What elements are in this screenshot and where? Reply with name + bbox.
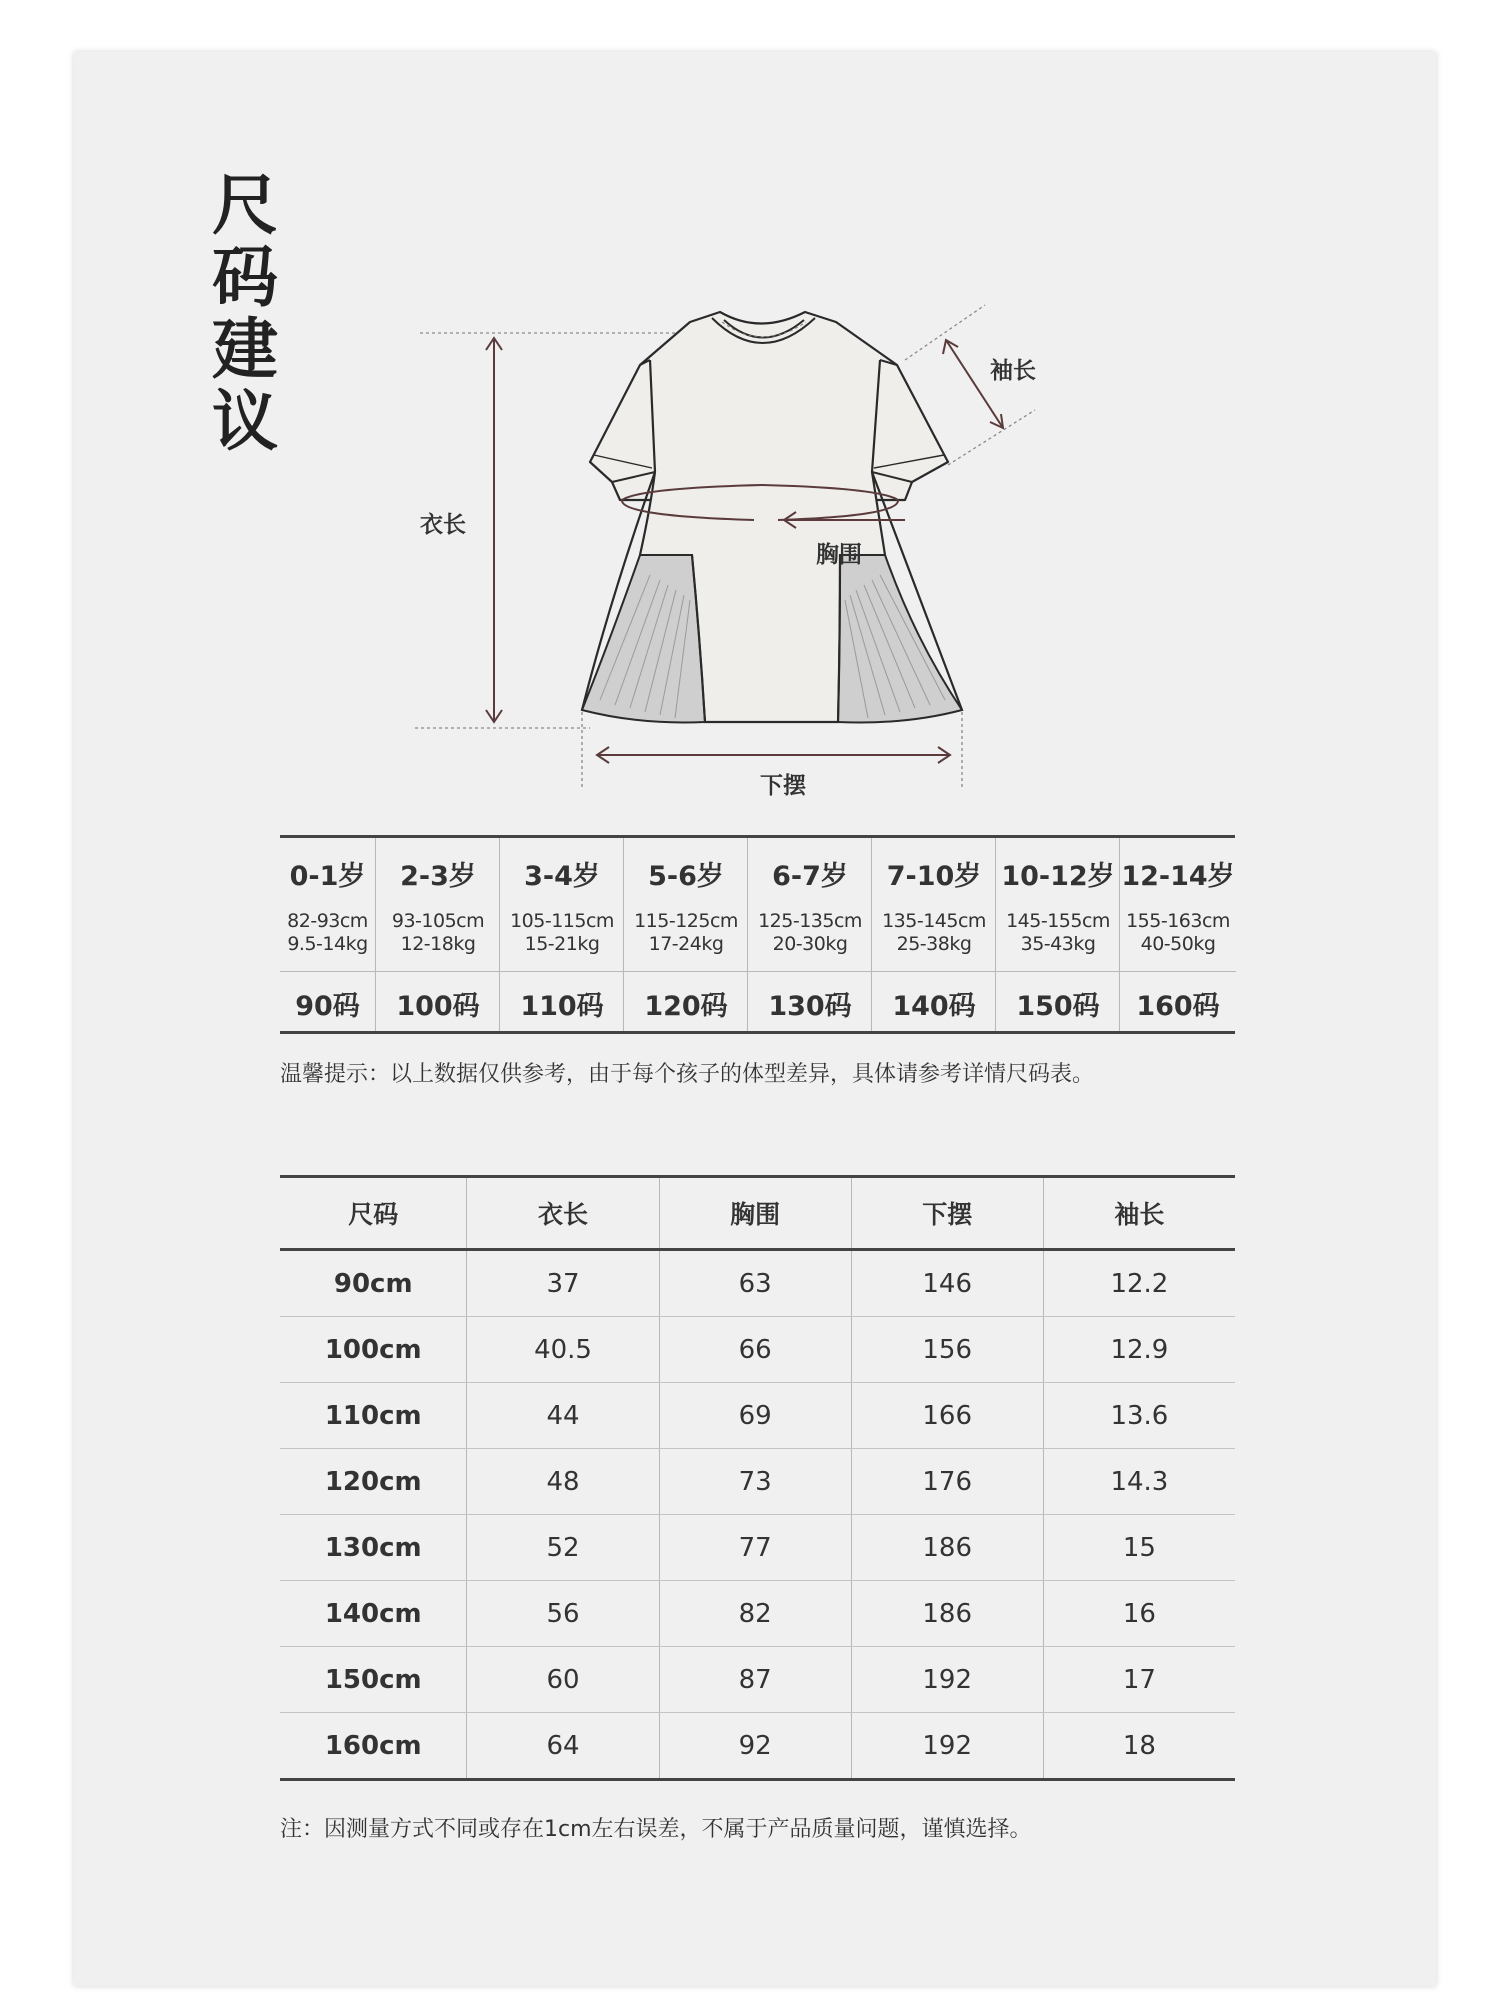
row-divider xyxy=(748,971,872,972)
length-cell: 40.5 xyxy=(467,1317,659,1383)
hem-cell: 146 xyxy=(851,1250,1043,1317)
footnote-text: 注：因测量方式不同或存在1cm左右误差，不属于产品质量问题，谨慎选择。 xyxy=(280,1817,1032,1842)
size-cell: 120cm xyxy=(280,1449,467,1515)
chest-cell: 82 xyxy=(659,1581,851,1647)
age-range: 12-14岁 xyxy=(1121,861,1235,892)
size-cell: 140cm xyxy=(280,1581,467,1647)
hem-cell: 192 xyxy=(851,1713,1043,1780)
length-cell: 52 xyxy=(467,1515,659,1581)
sleeve-cell: 17 xyxy=(1043,1647,1235,1713)
title-char: 议 xyxy=(212,383,278,460)
height-range: 82-93cm xyxy=(287,910,368,932)
size-code: 130码 xyxy=(768,991,852,1022)
length-cell: 44 xyxy=(467,1383,659,1449)
height-range: 135-145cm xyxy=(882,910,986,932)
measurement-table xyxy=(280,1175,1235,1781)
sleeve-cell: 12.9 xyxy=(1043,1317,1235,1383)
sleeve-cell: 13.6 xyxy=(1043,1383,1235,1449)
size-code: 160码 xyxy=(1136,991,1220,1022)
height-range: 105-115cm xyxy=(510,910,614,932)
length-label: 衣长 xyxy=(420,512,466,538)
tip-text: 温馨提示：以上数据仅供参考，由于每个孩子的体型差异，具体请参考详情尺码表。 xyxy=(280,1062,1095,1087)
age-range: 5-6岁 xyxy=(648,861,724,892)
table-row xyxy=(280,1383,1235,1449)
chest-label: 胸围 xyxy=(816,542,862,568)
size-cell: 130cm xyxy=(280,1515,467,1581)
height-range: 155-163cm xyxy=(1126,910,1230,932)
table-row xyxy=(280,1317,1235,1383)
table-row xyxy=(280,1250,1235,1317)
size-suggestion-column xyxy=(1119,838,1236,1031)
size-suggestion-column xyxy=(499,838,624,1031)
sleeve-cell: 15 xyxy=(1043,1515,1235,1581)
table-header-row xyxy=(280,1177,1235,1250)
size-suggestion-column xyxy=(747,838,872,1031)
size-suggestion-table xyxy=(280,835,1235,1034)
row-divider xyxy=(872,971,996,972)
column-header: 尺码 xyxy=(280,1177,467,1250)
column-header: 下摆 xyxy=(851,1177,1043,1250)
sleeve-cell: 14.3 xyxy=(1043,1449,1235,1515)
length-cell: 48 xyxy=(467,1449,659,1515)
table-row xyxy=(280,1449,1235,1515)
size-code: 100码 xyxy=(396,991,480,1022)
age-range: 7-10岁 xyxy=(886,861,982,892)
sleeve-cell: 16 xyxy=(1043,1581,1235,1647)
age-range: 3-4岁 xyxy=(524,861,600,892)
weight-range: 35-43kg xyxy=(1020,933,1096,955)
column-header: 衣长 xyxy=(467,1177,659,1250)
age-range: 6-7岁 xyxy=(772,861,848,892)
weight-range: 17-24kg xyxy=(648,933,724,955)
hem-cell: 166 xyxy=(851,1383,1043,1449)
table-row xyxy=(280,1515,1235,1581)
size-cell: 90cm xyxy=(280,1250,467,1317)
size-code: 90码 xyxy=(295,991,360,1022)
size-cell: 150cm xyxy=(280,1647,467,1713)
hem-cell: 176 xyxy=(851,1449,1043,1515)
title-char: 码 xyxy=(212,239,278,316)
length-cell: 64 xyxy=(467,1713,659,1780)
chest-cell: 69 xyxy=(659,1383,851,1449)
weight-range: 40-50kg xyxy=(1140,933,1216,955)
weight-range: 20-30kg xyxy=(772,933,848,955)
size-suggestion-column xyxy=(375,838,500,1031)
size-suggestion-column xyxy=(623,838,748,1031)
weight-range: 9.5-14kg xyxy=(287,933,368,955)
chest-cell: 63 xyxy=(659,1250,851,1317)
title-char: 建 xyxy=(212,311,278,388)
length-cell: 60 xyxy=(467,1647,659,1713)
age-range: 10-12岁 xyxy=(1001,861,1115,892)
size-code: 110码 xyxy=(520,991,604,1022)
column-header: 胸围 xyxy=(659,1177,851,1250)
title-char: 尺 xyxy=(212,167,278,244)
hem-label: 下摆 xyxy=(760,773,806,799)
chest-cell: 92 xyxy=(659,1713,851,1780)
size-code: 120码 xyxy=(644,991,728,1022)
sleeve-cell: 18 xyxy=(1043,1713,1235,1780)
length-cell: 56 xyxy=(467,1581,659,1647)
size-suggestion-column xyxy=(280,838,375,1031)
hem-cell: 186 xyxy=(851,1515,1043,1581)
size-code: 150码 xyxy=(1016,991,1100,1022)
column-header: 袖长 xyxy=(1043,1177,1235,1250)
height-range: 125-135cm xyxy=(758,910,862,932)
size-suggestion-column xyxy=(871,838,996,1031)
weight-range: 12-18kg xyxy=(400,933,476,955)
hem-cell: 156 xyxy=(851,1317,1043,1383)
height-range: 115-125cm xyxy=(634,910,738,932)
row-divider xyxy=(376,971,500,972)
size-suggestion-column xyxy=(995,838,1120,1031)
chest-cell: 77 xyxy=(659,1515,851,1581)
weight-range: 25-38kg xyxy=(896,933,972,955)
table-row xyxy=(280,1647,1235,1713)
size-code: 140码 xyxy=(892,991,976,1022)
row-divider xyxy=(624,971,748,972)
row-divider xyxy=(1120,971,1236,972)
hem-cell: 186 xyxy=(851,1581,1043,1647)
length-cell: 37 xyxy=(467,1250,659,1317)
age-range: 0-1岁 xyxy=(289,861,366,892)
hem-cell: 192 xyxy=(851,1647,1043,1713)
row-divider xyxy=(996,971,1120,972)
size-cell: 110cm xyxy=(280,1383,467,1449)
chest-cell: 87 xyxy=(659,1647,851,1713)
sleeve-cell: 12.2 xyxy=(1043,1250,1235,1317)
age-range: 2-3岁 xyxy=(400,861,476,892)
row-divider xyxy=(500,971,624,972)
sleeve-label: 袖长 xyxy=(990,358,1036,384)
row-divider xyxy=(280,971,375,972)
table-row xyxy=(280,1581,1235,1647)
chest-cell: 66 xyxy=(659,1317,851,1383)
size-cell: 100cm xyxy=(280,1317,467,1383)
height-range: 93-105cm xyxy=(391,910,485,932)
chest-cell: 73 xyxy=(659,1449,851,1515)
table-row xyxy=(280,1713,1235,1780)
height-range: 145-155cm xyxy=(1006,910,1110,932)
weight-range: 15-21kg xyxy=(524,933,600,955)
size-cell: 160cm xyxy=(324,1730,422,1761)
